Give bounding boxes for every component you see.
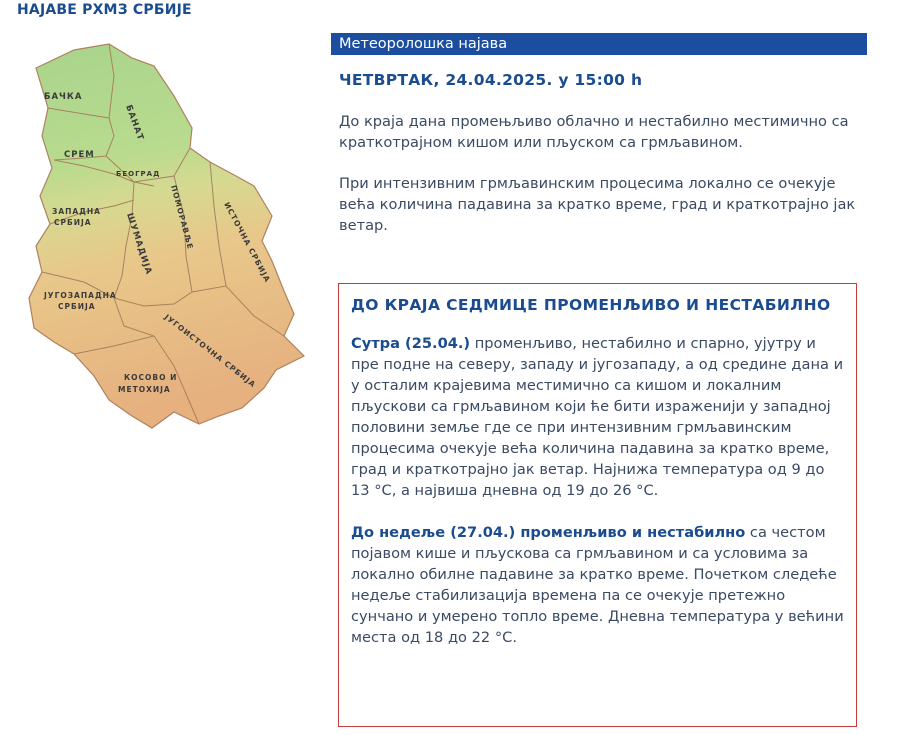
forecast-paragraph-2: При интензивним грмљавинским процесима локално се очекује већа количина падавина за кратко време, град и краткотрајно јак ветар. [339, 175, 856, 234]
forecast-paragraph-1: До краја дана промењљиво облачно и нестабилно местимично са краткотрајном кишом или пљуском са грмљавином. [339, 113, 849, 151]
region-label-east-serbia: ИСТОЧНА СРБИЈА [222, 200, 273, 285]
region-label-west-serbia-1: ЗАПАДНА [52, 207, 101, 216]
region-label-backa: БАЧКА [44, 92, 83, 102]
region-label-belgrade: БЕОГРАД [116, 170, 161, 178]
weekly-outlook-box [338, 283, 857, 727]
serbia-regions-map[interactable] [14, 36, 320, 434]
outlook-sunday-lead: До недеље (27.04.) променљиво и нестабилно [351, 524, 746, 541]
region-label-west-serbia-2: СРБИЈА [54, 218, 92, 227]
outlook-tomorrow-lead: Сутра (25.04.) [351, 335, 471, 352]
outlook-title: ДО КРАЈА СЕДМИЦЕ ПРОМЕНЉИВО И НЕСТАБИЛНО [351, 296, 831, 314]
region-label-southwest-serbia-2: СРБИЈА [58, 302, 96, 311]
outlook-tomorrow [351, 333, 844, 501]
outlook-sunday [351, 522, 844, 648]
forecast-header: Метеоролошка најава [331, 33, 867, 55]
region-label-kosovo-2: МЕТОХИЈА [118, 385, 171, 394]
region-label-srem: СРЕМ [64, 150, 95, 160]
forecast-date: ЧЕТВРТАК, 24.04.2025. у 15:00 h [339, 71, 643, 89]
outlook-tomorrow-text: променљиво, нестабилно и спарно, ујутру и пре подне на северу, западу и југозападу, а од средине дана и у осталим крајевима местимично са кишом и локалним пљускови са грмљавином који ће бити израженији у западној половини земље где се при интензивним грмљавинским процесима очекује већа количина падавина за кратко време, град и краткотрајно јак ветар. Најнижа температура од 9 до 13 °C, а највиша дневна од 19 до 26 °C. [351, 335, 844, 499]
outlook-sunday-text: са честом појавом кише и пљускова са грмљавином и са условима за локално обилне падавине за кратко време. Почетком следеће недеље стабилизација времена па се очекује претежно сунчано и умерено топло време. Дневна температура у већини места од 18 до 22 °C. [351, 524, 844, 646]
region-label-banat: БАНАТ [123, 103, 146, 143]
region-label-sumadija: ШУМАДИЈА [124, 211, 154, 277]
region-label-kosovo-1: КОСОВО И [124, 373, 178, 382]
region-label-southwest-serbia-1: ЈУГОЗАПАДНА [44, 291, 117, 300]
region-label-pomoravlje: ПОМОРАВЉЕ [169, 184, 195, 251]
forecast-panel [331, 33, 867, 236]
forecasts-nav-link[interactable]: НАЈАВЕ РХМЗ СРБИЈЕ [17, 2, 192, 18]
region-label-southeast-serbia: ЈУГОИСТОЧНА СРБИЈА [162, 312, 258, 390]
